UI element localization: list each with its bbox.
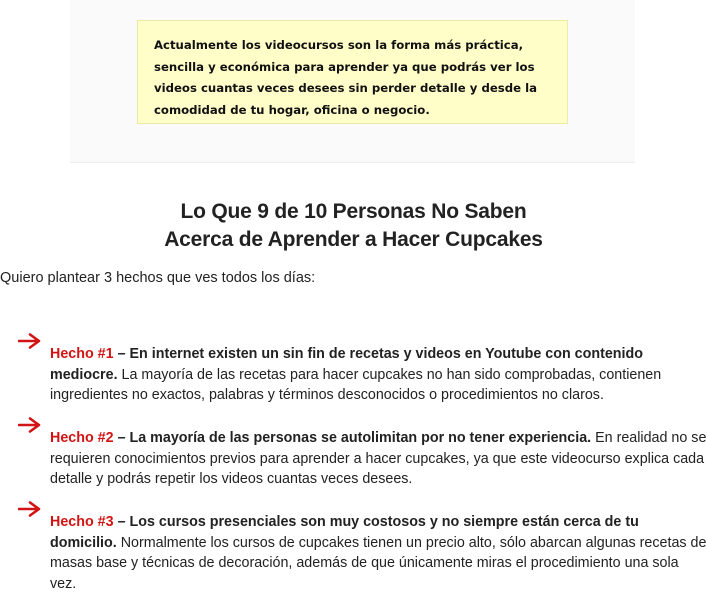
- fact-item: [50, 344, 707, 406]
- fact-separator: –: [117, 346, 126, 362]
- fact-separator: –: [117, 430, 126, 446]
- fact-lead: La mayoría de las personas se autolimitan por no tener experiencia.: [129, 430, 592, 446]
- fact-lead: Los cursos presenciales son muy costosos y no siempre están cerca de tu domicilio.: [50, 514, 639, 551]
- section-headline: [0, 198, 707, 254]
- intro-text: Quiero plantear 3 hechos que ves todos los días:: [0, 270, 316, 286]
- arrow-right-icon: [18, 417, 42, 433]
- fact-item: [50, 428, 707, 490]
- headline-line-1: Lo Que 9 de 10 Personas No Saben: [180, 200, 527, 223]
- fact-lead: En internet existen un sin fin de recetas y videos en Youtube con contenido mediocre.: [50, 346, 643, 383]
- fact-label: Hecho #2: [50, 430, 114, 446]
- info-callout: Actualmente los videocursos son la forma más práctica, sencilla y económica para aprender ya que podrás ver los videos cuantas veces desees sin perder detalle y desde la comodidad de tu hogar, oficina o negocio.: [137, 20, 568, 124]
- fact-label: Hecho #3: [50, 514, 114, 530]
- fact-separator: –: [117, 514, 126, 530]
- arrow-right-icon: [18, 501, 42, 517]
- fact-body: La mayoría de las recetas para hacer cupcakes no han sido comprobadas, contienen ingredientes no exactos, palabras y términos desconocidos o procedimientos no claros.: [50, 366, 662, 403]
- arrow-right-icon: [18, 333, 42, 349]
- fact-label: Hecho #1: [50, 346, 114, 362]
- fact-body: En realidad no se requieren conocimientos previos para aprender a hacer cupcakes, ya que este videocurso explica cada detalle y podrás repetir los videos cuantas veces desees.: [50, 430, 707, 487]
- fact-body: Normalmente los cursos de cupcakes tienen un precio alto, sólo abarcan algunas recetas de masas base y técnicas de decoración, además de que únicamente miras el procedimiento una sola vez.: [50, 534, 707, 592]
- fact-item: [50, 512, 707, 594]
- headline-line-2: Acerca de Aprender a Hacer Cupcakes: [164, 228, 543, 251]
